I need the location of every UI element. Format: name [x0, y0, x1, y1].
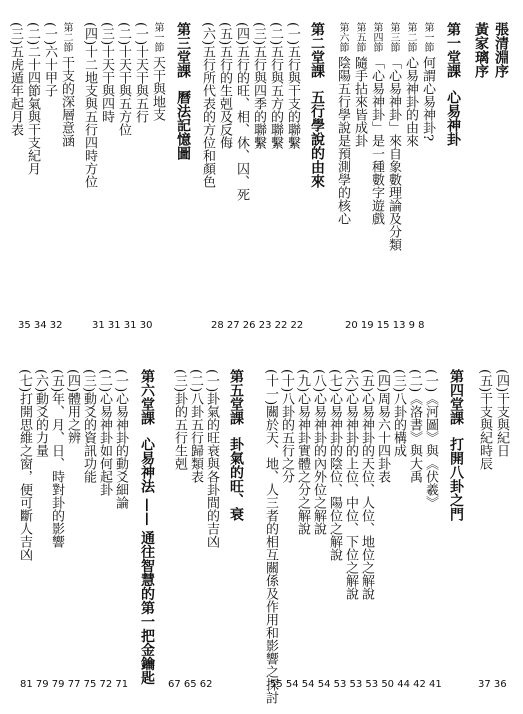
lesson3-item1-4[interactable]: (四)十二地支與五行四時方位	[82, 22, 97, 189]
lesson2-heading[interactable]	[310, 22, 324, 188]
lesson3-item2-1[interactable]: (一)六十甲子	[42, 22, 57, 98]
lesson1-item-4[interactable]: 第四節 「心易神卦」是一種數字遊戲	[369, 22, 384, 226]
lesson2-chapter: 第二堂課	[309, 22, 325, 78]
lesson6-item-2[interactable]: (二)心易神卦如何起卦	[97, 369, 112, 497]
lesson4-pages: 55 54 54 54 53 53 53 50 44 42 41	[270, 679, 442, 690]
lesson1-item-2[interactable]: 第二節 心易神卦的由來	[403, 22, 418, 148]
lesson3-item2-2[interactable]: (二)二十四節氣與干支紀月	[25, 22, 40, 176]
lesson5-item-3[interactable]: (三)卦的五行生剋	[172, 369, 187, 471]
lesson5-item-2[interactable]: (二)八卦五行歸類表	[188, 369, 203, 484]
lesson3-section1[interactable]: 第一節 天干與地支	[150, 22, 165, 122]
lesson3-item1-1[interactable]: (一)十天干與五行	[133, 22, 148, 124]
lesson4-chapter: 第四堂課	[448, 369, 464, 425]
lesson6-title: 心易神法 —— 通往智慧的第一把金鑰匙	[139, 437, 155, 685]
lesson6-heading[interactable]	[140, 369, 154, 685]
lesson6-item-1[interactable]: (一)心易神卦的動爻細論	[113, 369, 128, 510]
lesson2-item-5[interactable]: (五)五行的生剋及反侮	[217, 22, 232, 150]
lesson4-item-4[interactable]: (四)周易六十四卦表	[375, 369, 390, 484]
lesson1-item-1[interactable]: 第一節 何謂心易神卦?	[420, 22, 435, 142]
lesson1-pages: 20 19 15 13 9 8	[345, 320, 425, 331]
lesson3-section2[interactable]: 第二節 干支的深層意涵	[59, 22, 74, 148]
lesson2-item-4[interactable]: (四)五行的旺、相、休、囚、死	[234, 22, 249, 202]
lesson3-chapter: 第三堂課	[175, 22, 191, 78]
lesson6-item-4[interactable]: (四)體用之辨	[65, 369, 80, 445]
lesson6-chapter: 第六堂課	[139, 369, 155, 425]
lesson6-item-6[interactable]: (六)動爻的力量	[33, 369, 48, 458]
lesson3-item2-3[interactable]: (三)五虎遁年起月表	[8, 22, 23, 137]
lesson4-item-6[interactable]: (六)心易神卦的上位、中位、下位之解說	[343, 369, 358, 601]
lesson4-item-10[interactable]: (十)八卦的五行之分	[279, 369, 294, 484]
lesson4-title: 打開八卦之門	[448, 437, 464, 521]
lesson4-item-7[interactable]: (七)心易神卦的陰位、陽位之解說	[327, 369, 342, 562]
lesson2-item-1[interactable]: (一)五行與干支的聯繫	[285, 22, 300, 150]
lesson2-title: 五行學說的由來	[309, 90, 325, 188]
lesson3-cont-pages: 37 36	[478, 679, 507, 690]
lesson2-item-6[interactable]: (六)五行所代表的方位和顏色	[200, 22, 215, 189]
lesson5-item-1[interactable]: (一)卦氣的旺衰與各卦間的吉凶	[204, 369, 219, 549]
bottom-half	[0, 357, 523, 714]
preface-huang[interactable]: 黃家璃序	[473, 22, 489, 78]
lesson4-item-9[interactable]: (九)心易神卦實體之分之解說	[295, 369, 310, 536]
lesson5-title: 卦氣的旺、衰	[228, 437, 244, 521]
lesson3-item1-3[interactable]: (三)十天干與四時	[99, 22, 114, 124]
lesson4-item-11[interactable]: (十一)關於天、地、人三者的相互關係及作用和影響之探討	[263, 369, 278, 705]
lesson3-item1-2[interactable]: (二)十天干與五方位	[116, 22, 131, 137]
preface-zhang[interactable]: 張清淵序	[493, 22, 509, 78]
lesson4-heading[interactable]	[449, 369, 463, 521]
lesson4-item-5[interactable]: (五)心易神卦的天位、人位、地位之解說	[359, 369, 374, 601]
lesson3-cont-item-2[interactable]: (五)干支與紀時辰	[477, 369, 492, 471]
lesson1-chapter: 第一堂課	[445, 22, 461, 78]
lesson6-item-7[interactable]: (七)打開思維之窗，便可斷人吉凶	[17, 369, 32, 562]
lesson1-item-3[interactable]: 第三節 「心易神卦」來自象數理論及分類	[386, 22, 401, 252]
lesson2-item-3[interactable]: (三)五行與四季的聯繫	[251, 22, 266, 150]
lesson1-item-5[interactable]: 第五節 隨手拈來皆成卦	[352, 22, 367, 148]
lesson1-item-6[interactable]: 第六節 陰陽五行學說是預測學的核心	[335, 22, 350, 226]
lesson2-item-2[interactable]: (二)五行與五方的聯繫	[268, 22, 283, 150]
lesson3-pages-2: 35 34 32	[18, 320, 63, 331]
lesson3-heading[interactable]	[176, 22, 190, 160]
lesson3-title: 曆法記憶圖	[175, 90, 191, 160]
lesson3-cont-item-1[interactable]: (四)干支與紀日	[494, 369, 509, 458]
lesson1-heading[interactable]	[446, 22, 460, 146]
lesson1-title: 心易神卦	[445, 90, 461, 146]
lesson5-pages: 67 65 62	[168, 679, 213, 690]
lesson4-item-8[interactable]: (八)心易神卦的內外位之解說	[311, 369, 326, 536]
lesson6-item-3[interactable]: (三)動爻的資訊功能	[81, 369, 96, 484]
lesson2-pages: 28 27 26 23 22 22	[211, 320, 304, 331]
lesson6-item-5[interactable]: (五)年、月、日、時對卦的影響	[49, 369, 64, 549]
lesson3-pages-1: 31 31 31 30	[92, 320, 153, 331]
lesson5-chapter: 第五堂課	[228, 369, 244, 425]
lesson4-item-3[interactable]: (三)八卦的構成	[391, 369, 406, 458]
lesson5-heading[interactable]	[229, 369, 243, 521]
lesson4-item-1[interactable]: (一)《河圖》與《伏羲》	[423, 369, 438, 510]
lesson6-pages: 81 79 79 77 75 72 71	[20, 679, 129, 690]
lesson4-item-2[interactable]: (二)《洛書》與大禹	[407, 369, 422, 484]
